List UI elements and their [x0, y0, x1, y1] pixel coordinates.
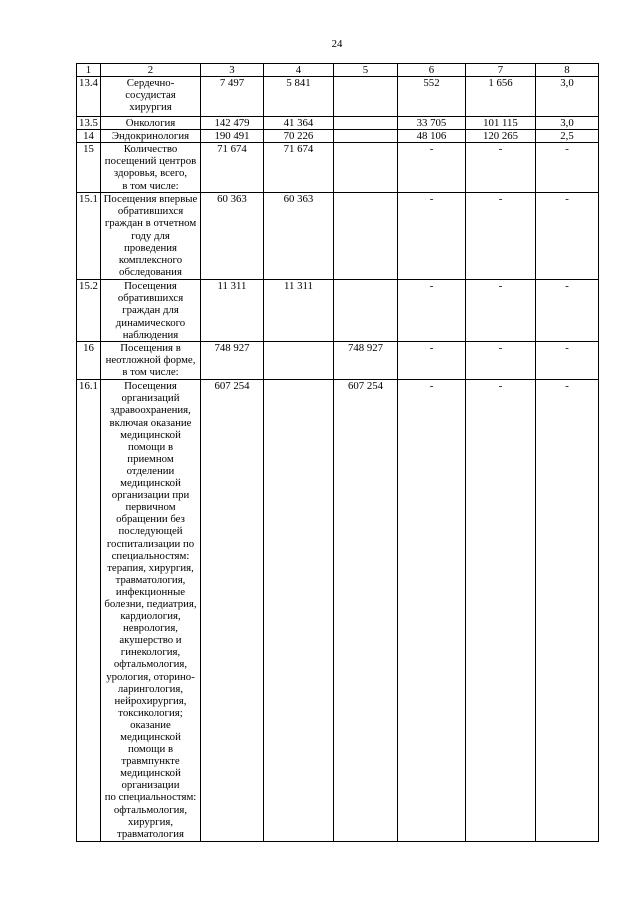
row-indicator: Количество посещений центров здоровья, всего, в том числе:: [101, 143, 201, 193]
value-col-6: -: [398, 143, 466, 193]
value-col-3: 190 491: [201, 130, 264, 143]
value-col-3: 748 927: [201, 342, 264, 380]
value-col-4: 5 841: [264, 77, 334, 117]
table-row: [77, 342, 599, 380]
row-indicator: Посещения в неотложной форме, в том числе:: [101, 342, 201, 380]
row-code: 13.5: [77, 117, 101, 130]
row-indicator: Сердечно- сосудистая хирургия: [101, 77, 201, 117]
value-col-7: -: [466, 193, 536, 280]
table-row: [77, 193, 599, 280]
table-row: [77, 117, 599, 130]
value-col-5: [334, 77, 398, 117]
row-indicator: Посещения обратившихся граждан для динамического наблюдения: [101, 280, 201, 342]
row-code: 15: [77, 143, 101, 193]
table-row: [77, 380, 599, 842]
value-col-5: [334, 280, 398, 342]
column-number-header: 7: [466, 64, 536, 77]
table-row: [77, 130, 599, 143]
value-col-8: 3,0: [536, 117, 599, 130]
row-indicator: Онкология: [101, 117, 201, 130]
value-col-4: 60 363: [264, 193, 334, 280]
row-code: 15.1: [77, 193, 101, 280]
value-col-6: -: [398, 280, 466, 342]
row-code: 16.1: [77, 380, 101, 842]
value-col-8: -: [536, 380, 599, 842]
value-col-6: 48 106: [398, 130, 466, 143]
value-col-4: 71 674: [264, 143, 334, 193]
row-indicator: Посещения впервые обратившихся граждан в отчетном году для проведения комплексного обследования: [101, 193, 201, 280]
column-number-header: 5: [334, 64, 398, 77]
column-number-header: 8: [536, 64, 599, 77]
column-number-header: 2: [101, 64, 201, 77]
value-col-4: [264, 342, 334, 380]
column-number-header: 4: [264, 64, 334, 77]
value-col-4: 41 364: [264, 117, 334, 130]
value-col-8: -: [536, 143, 599, 193]
value-col-5: [334, 130, 398, 143]
value-col-5: [334, 143, 398, 193]
column-number-header: 1: [77, 64, 101, 77]
value-col-3: 607 254: [201, 380, 264, 842]
value-col-4: [264, 380, 334, 842]
value-col-8: 3,0: [536, 77, 599, 117]
value-col-3: 142 479: [201, 117, 264, 130]
value-col-6: 33 705: [398, 117, 466, 130]
value-col-3: 7 497: [201, 77, 264, 117]
data-table: [76, 63, 599, 842]
value-col-4: 70 226: [264, 130, 334, 143]
value-col-7: -: [466, 342, 536, 380]
value-col-8: 2,5: [536, 130, 599, 143]
table-row: [77, 77, 599, 117]
value-col-5: 607 254: [334, 380, 398, 842]
value-col-5: 748 927: [334, 342, 398, 380]
column-number-header: 3: [201, 64, 264, 77]
value-col-7: 120 265: [466, 130, 536, 143]
value-col-4: 11 311: [264, 280, 334, 342]
value-col-3: 71 674: [201, 143, 264, 193]
value-col-6: -: [398, 342, 466, 380]
value-col-7: -: [466, 143, 536, 193]
value-col-7: -: [466, 380, 536, 842]
value-col-5: [334, 193, 398, 280]
value-col-8: -: [536, 342, 599, 380]
value-col-3: 60 363: [201, 193, 264, 280]
row-indicator: Посещения организаций здравоохранения, включая оказание медицинской помощи в приемном отделении медицинской организации при первичном обращении без последующей госпитализации по специальностям: терапия, хирургия, травматология, инфекционные болезни, педиатрия, кардиология, неврология, акушерство и гинекология, офтальмология, урология, оторино- ларингология, нейрохирургия, токсикология; оказание медицинской помощи в травмпункте медицинской организации по специальностям: офтальмология, хирургия, травматология: [101, 380, 201, 842]
value-col-7: 1 656: [466, 77, 536, 117]
table-row: [77, 280, 599, 342]
row-code: 16: [77, 342, 101, 380]
column-number-header: 6: [398, 64, 466, 77]
row-code: 15.2: [77, 280, 101, 342]
page-number: 24: [331, 38, 343, 50]
table-row: [77, 143, 599, 193]
value-col-7: -: [466, 280, 536, 342]
value-col-8: -: [536, 193, 599, 280]
row-code: 14: [77, 130, 101, 143]
value-col-5: [334, 117, 398, 130]
value-col-6: 552: [398, 77, 466, 117]
value-col-6: -: [398, 380, 466, 842]
row-code: 13.4: [77, 77, 101, 117]
value-col-3: 11 311: [201, 280, 264, 342]
value-col-6: -: [398, 193, 466, 280]
value-col-7: 101 115: [466, 117, 536, 130]
column-number-row: [77, 64, 599, 77]
value-col-8: -: [536, 280, 599, 342]
row-indicator: Эндокринология: [101, 130, 201, 143]
